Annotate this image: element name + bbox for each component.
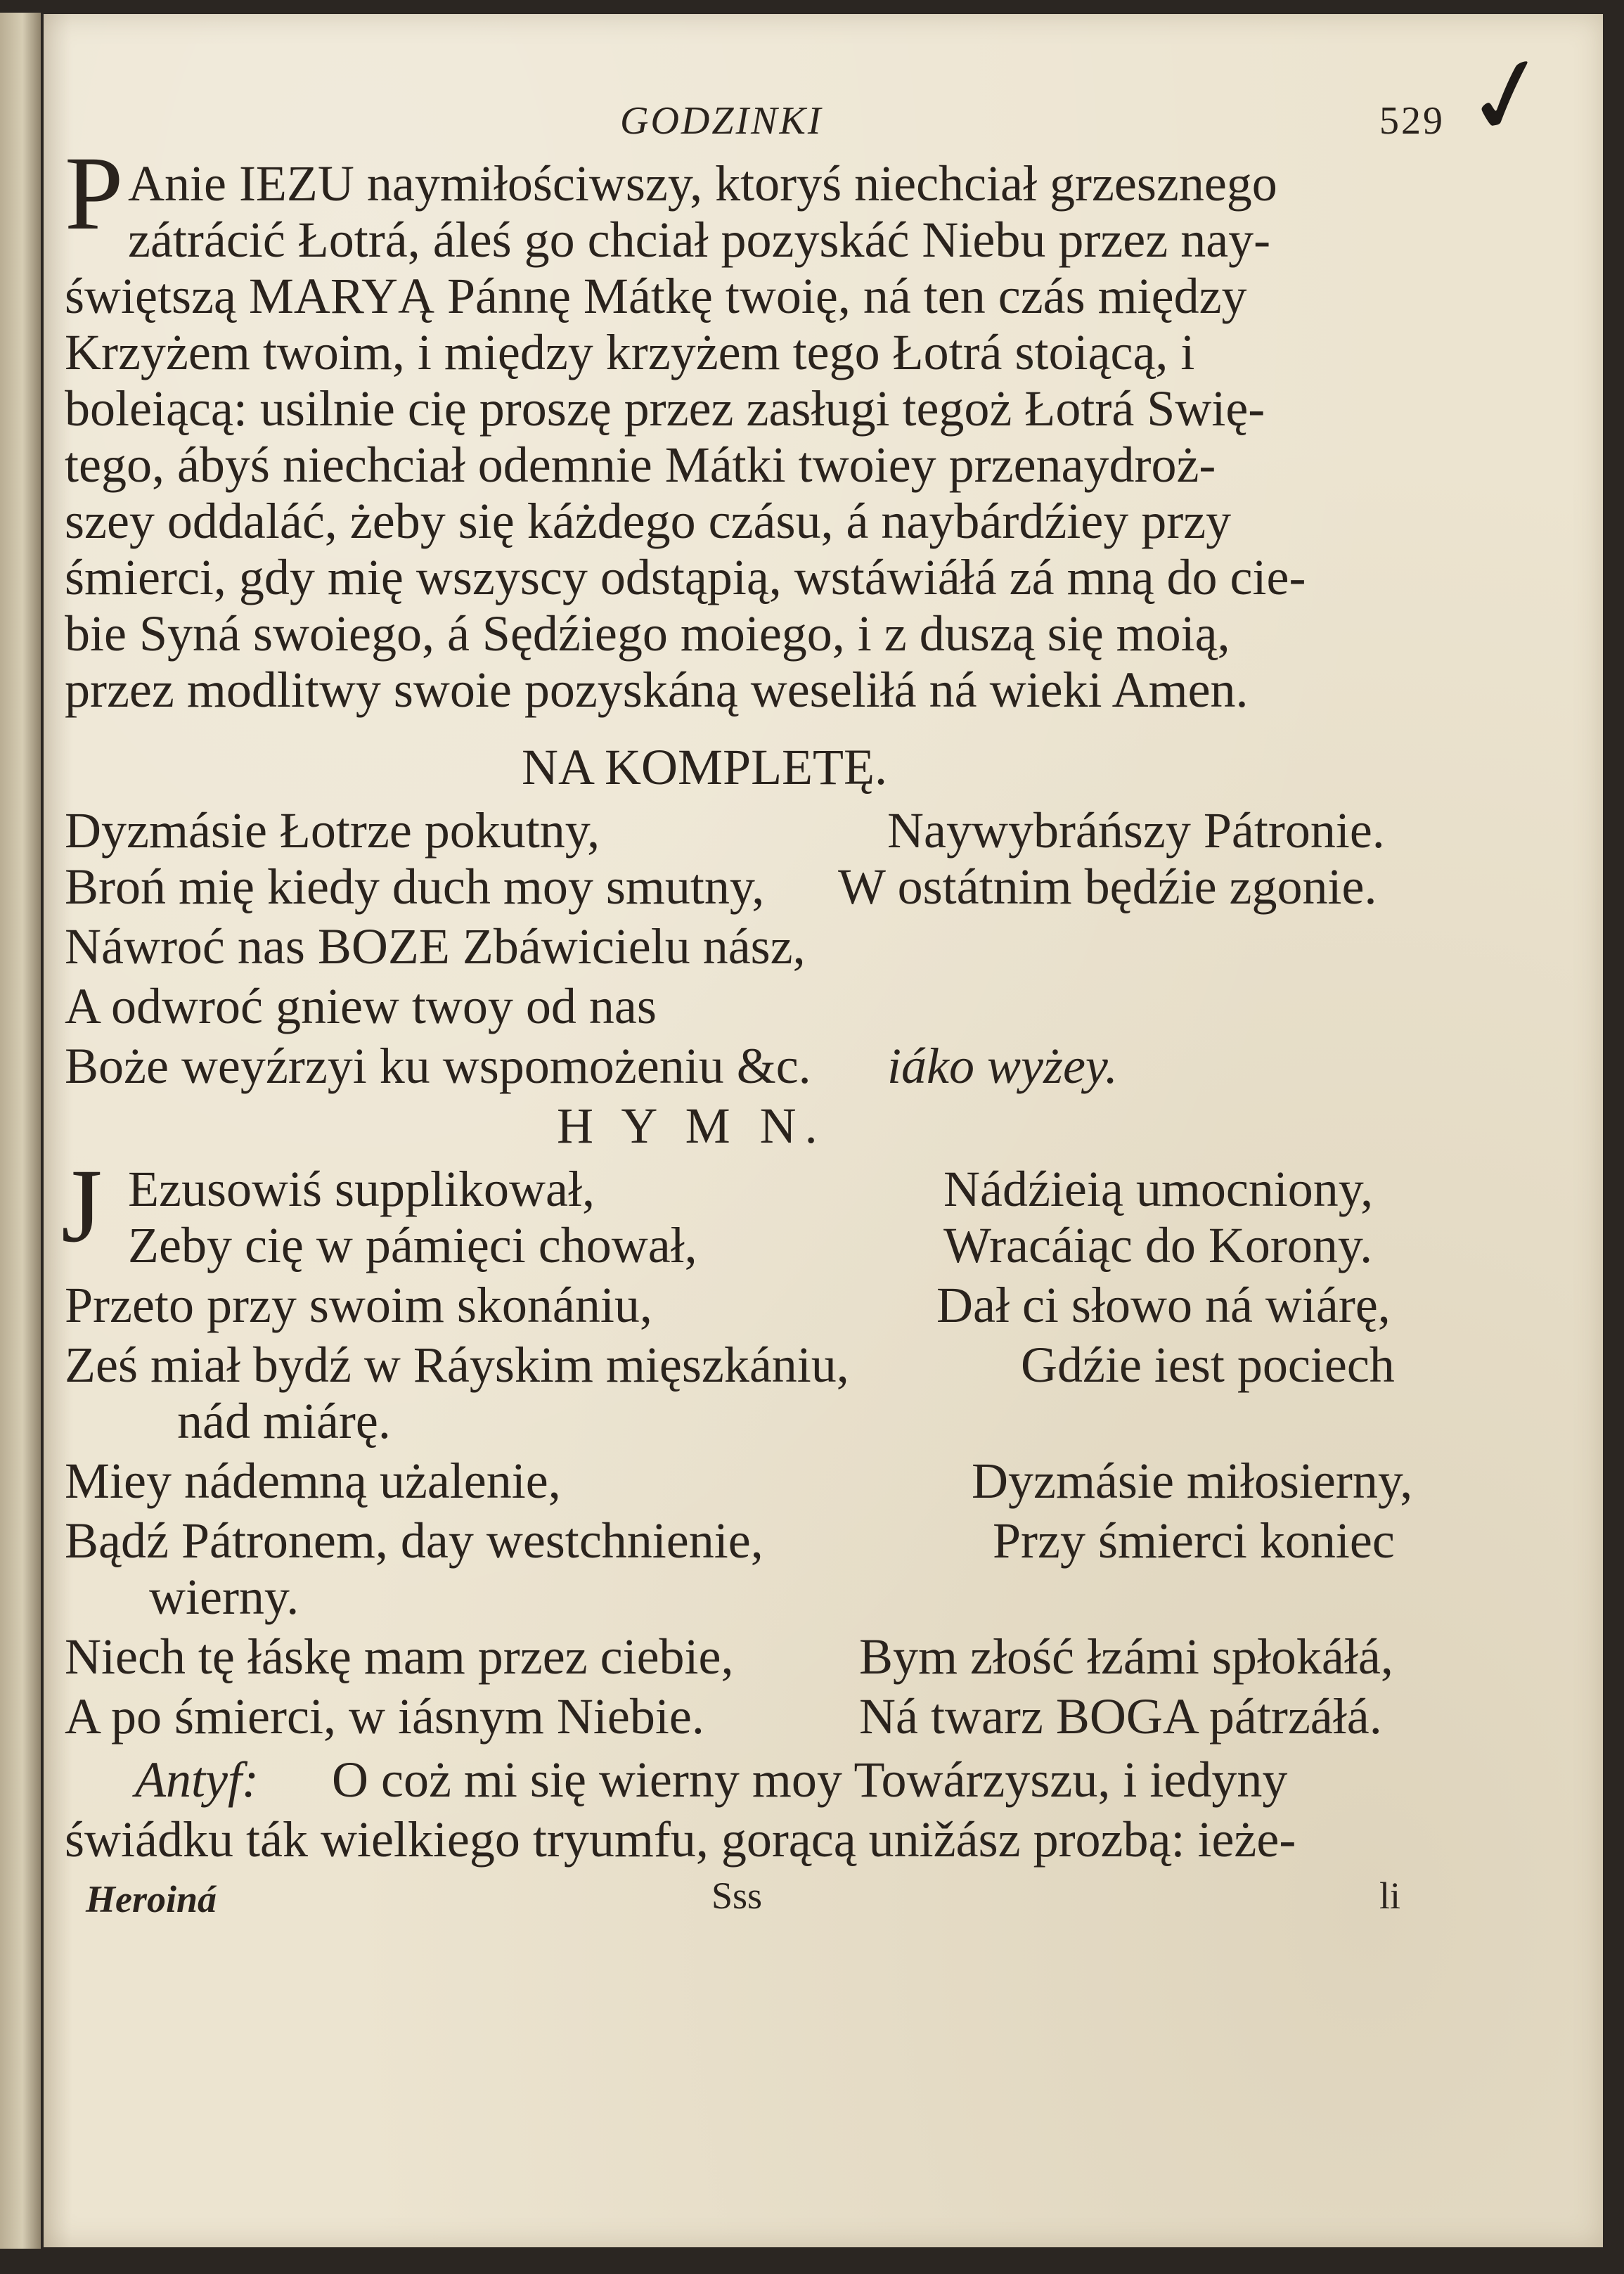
verse-right: Dyzmásie miłosierny,: [972, 1453, 1413, 1509]
running-head-title: GODZINKI: [620, 99, 823, 143]
prayer-line: Krzyżem twoim, i między krzyżem tego Łotrá stoiącą, i: [65, 324, 1195, 380]
verse-left: Broń mię kiedy duch moy smutny,: [65, 859, 765, 915]
prayer-line: śmierci, gdy mię wszyscy odstąpią, wstáwiáłá zá mną do cie-: [65, 549, 1306, 605]
prayer-line: szey oddaláć, żeby się káżdego czásu, á naybárdźiey przy: [65, 493, 1232, 549]
verse-left: Zeby cię w pámięci chował,: [128, 1217, 697, 1273]
page-number: 529: [1379, 99, 1445, 143]
verse-right: Gdźie iest pociech: [1021, 1337, 1395, 1393]
verse-left: Ezusowiś supplikował,: [128, 1161, 595, 1217]
prayer-line: boleiącą: usilnie cię proszę przez zasługi tegoż Łotrá Swię-: [65, 380, 1265, 437]
section-heading-kompleta: NA KOMPLETĘ.: [522, 739, 887, 795]
verse-line: A odwroć gniew twoy od nas: [65, 978, 657, 1034]
ink-marginal-mark: ✓: [1452, 27, 1564, 166]
verse-line-italic: iáko wyżey.: [887, 1038, 1118, 1094]
catchword-right: li: [1379, 1875, 1401, 1917]
verse-right: Dał ci słowo ná wiárę,: [936, 1277, 1391, 1333]
antiphon-label: Antyf:: [135, 1752, 259, 1808]
drop-cap-initial: P: [65, 135, 124, 252]
prayer-line: świętszą MARYĄ Pánnę Mátkę twoię, ná ten czás między: [65, 268, 1247, 324]
verse-left: Bądź Pátronem, day westchnienie,: [65, 1512, 763, 1569]
antiphon-line: świádku ták wielkiego tryumfu, gorącą unižász prozbą: ieże-: [65, 1811, 1296, 1868]
section-heading-hymn: H Y M N.: [557, 1098, 826, 1154]
prayer-line: Anie IEZU naymiłościwszy, ktoryś niechciał grzesznego: [128, 155, 1277, 212]
verse-right: Nádźieią umocniony,: [943, 1161, 1374, 1217]
book-page: [44, 14, 1603, 2247]
verse-left: Dyzmásie Łotrze pokutny,: [65, 802, 600, 859]
verse-left: Miey nádemną użalenie,: [65, 1453, 561, 1509]
verse-left: Przeto przy swoim skonániu,: [65, 1277, 652, 1333]
verse-right: Naywybráńszy Pátronie.: [887, 802, 1385, 859]
signature-mark: Sss: [711, 1875, 763, 1917]
verse-line: Boże weyźrzyi ku wspomożeniu &c.: [65, 1038, 811, 1094]
prayer-line: przez modlitwy swoie pozyskáną weseliłá ná wieki Amen.: [65, 662, 1249, 718]
facing-page-edge: [0, 13, 41, 2249]
drop-cap-initial: J: [61, 1148, 103, 1264]
verse-right: Ná twarz BOGA pátrzáłá.: [859, 1688, 1382, 1745]
verse-runover: wierny.: [149, 1569, 299, 1625]
verse-left: A po śmierci, w iásnym Niebie.: [65, 1688, 704, 1745]
verse-runover: nád miárę.: [177, 1393, 391, 1449]
verse-left: Ześ miał bydź w Ráyskim mięszkániu,: [65, 1337, 849, 1393]
prayer-line: tego, ábyś niechciał odemnie Mátki twoiey przenaydroż-: [65, 437, 1216, 493]
verse-right: W ostátnim będźie zgonie.: [838, 859, 1377, 915]
verse-right: Wracáiąc do Korony.: [943, 1217, 1373, 1273]
prayer-line: zátrácić Łotrá, áleś go chciał pozyskáć Niebu przez nay-: [128, 212, 1271, 268]
verse-line: Náwroć nas BOZE Zbáwicielu nász,: [65, 918, 806, 975]
antiphon-line: O coż mi się wierny moy Towárzyszu, i iedyny: [332, 1752, 1288, 1808]
verse-right: Bym złość łzámi spłokáłá,: [859, 1629, 1393, 1685]
verse-right: Przy śmierci koniec: [993, 1512, 1395, 1569]
prayer-line: bie Syná swoiego, á Sędźiego moiego, i z duszą się moią,: [65, 605, 1230, 662]
verse-left: Niech tę łáskę mam przez ciebie,: [65, 1629, 734, 1685]
catchword-left: Heroiná: [86, 1878, 217, 1920]
